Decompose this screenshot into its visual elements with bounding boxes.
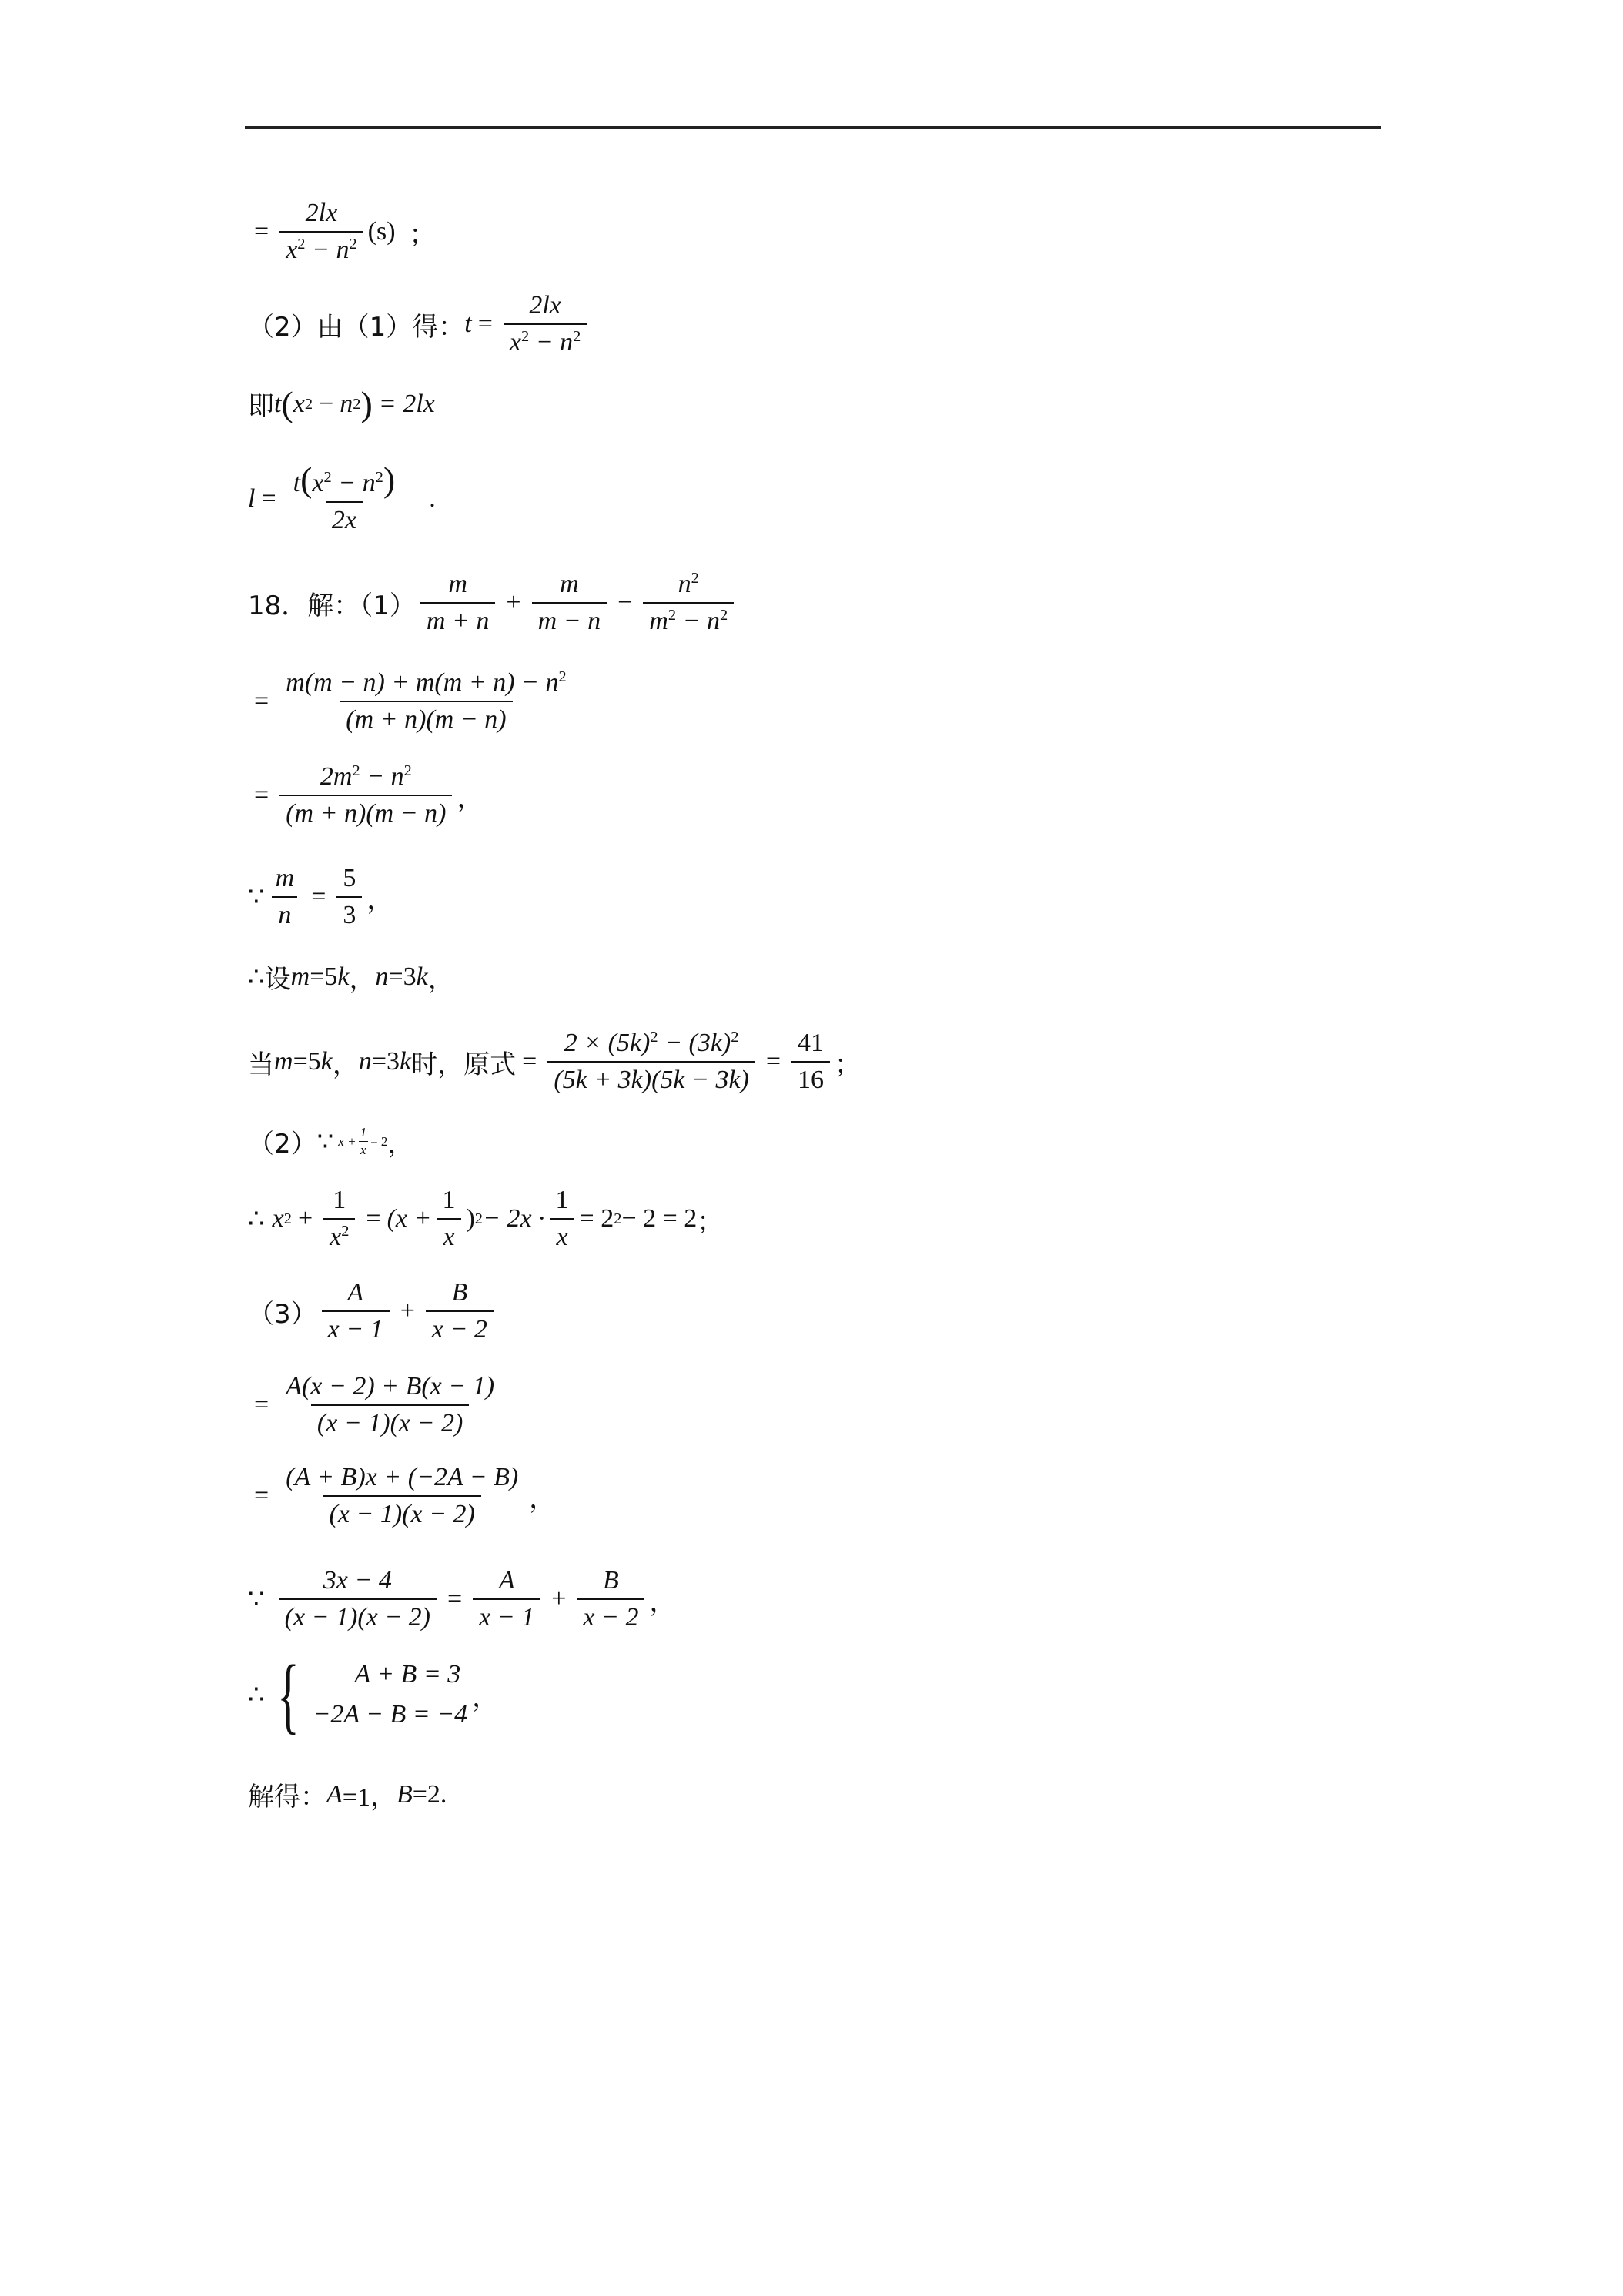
num-term: 2m (320, 762, 353, 791)
fraction (269, 864, 301, 930)
text: 解得： (248, 1782, 326, 1812)
because-symbol: ∵ (248, 883, 265, 912)
expression: = 2 (579, 1204, 614, 1233)
expression: = 2lx (378, 389, 435, 418)
numerator: 41 (798, 1029, 825, 1057)
variable: t (464, 310, 472, 338)
den-term: n (707, 607, 720, 635)
variable: x (293, 389, 305, 418)
expression: x + (338, 1133, 356, 1149)
equation-system (313, 1660, 467, 1729)
numerator: m (560, 570, 579, 598)
expression: ) (466, 1204, 475, 1233)
numerator: 1 (360, 1125, 367, 1140)
line-6: = $\frac{m(m - n) + m(m + n) - n^2}{(m + n)(m - n)}$ (248, 668, 577, 735)
value: =1， (342, 1783, 397, 1812)
step-label: （2）由（1）得： (248, 311, 465, 343)
denominator: x (360, 1143, 366, 1157)
because-symbol: ∵ (248, 1585, 265, 1614)
num-term: n (390, 762, 404, 791)
line-11 (248, 1123, 413, 1160)
denominator: 16 (791, 1061, 830, 1095)
fraction (279, 668, 572, 735)
unit-seconds: (s) (367, 217, 396, 246)
line-8 (248, 864, 393, 930)
den-term: m (649, 607, 668, 635)
equation: −2A − B = −4 (313, 1700, 468, 1729)
variable: k (416, 962, 428, 991)
numerator: $m(m - n) + m(m + n) - n^2$ (286, 668, 567, 697)
fraction (287, 462, 402, 535)
line-9: ∴ 设 m =5 k ， n =3 k ， (248, 958, 454, 996)
denominator: x − 1 (322, 1310, 390, 1344)
fraction (336, 864, 362, 930)
equation: A + B = 3 (354, 1660, 461, 1689)
value: =5 (310, 962, 338, 991)
variable: B (396, 1779, 413, 1809)
numerator: 5 (343, 864, 356, 892)
line-2 (248, 291, 591, 357)
denominator: $x^2 - n^2$ (504, 323, 587, 357)
fraction (791, 1029, 830, 1095)
num-term: m(m − n) + m(m + n) − n (286, 668, 559, 697)
because-symbol: ∵ (316, 1127, 334, 1156)
den-term: x (286, 236, 298, 264)
numerator: 1 (333, 1186, 346, 1214)
denominator: (m + n)(m − n) (340, 701, 512, 735)
punctuation: ； (409, 219, 436, 250)
punctuation: ， (649, 1586, 676, 1618)
fraction (279, 1372, 500, 1438)
punctuation: ； (835, 1049, 862, 1080)
denominator: $x^2$ (323, 1218, 355, 1252)
fraction (420, 570, 496, 636)
num-term: n (362, 469, 376, 497)
variable: t (274, 389, 282, 418)
numerator: m (275, 864, 295, 892)
denominator: 2x (326, 501, 363, 535)
numerator: B (603, 1566, 619, 1595)
fraction (504, 291, 587, 357)
expression: − 2x · (483, 1204, 545, 1233)
fraction (279, 1566, 437, 1632)
denominator: x (550, 1218, 574, 1252)
line-15: = $\frac{(A + B)x + (-2A - B)}{(x - 1)(x - 2)}$ ， (254, 1463, 556, 1528)
den-term: x (330, 1223, 342, 1251)
fraction (473, 1566, 540, 1632)
fraction (279, 1463, 524, 1529)
numerator: A (347, 1278, 364, 1307)
left-brace-icon: { (276, 1648, 300, 1742)
numerator: $2 \times (5k)^2 - (3k)^2$ (564, 1028, 739, 1057)
therefore-symbol: ∴ (248, 962, 265, 992)
numerator: m (448, 570, 467, 598)
line-5: 18．解：（1） $\frac{m}{m + n}$ + $\frac{m}{m - n}$ − $\frac{n^2}{m^2 - n^2}$ (248, 570, 738, 636)
numerator: $2m^2 - n^2$ (320, 761, 412, 791)
expression: (x + (387, 1204, 432, 1233)
variable: m (290, 962, 310, 991)
text: 时，原式 (411, 1049, 517, 1080)
expression: = 2 (370, 1133, 388, 1149)
line-14: = $\frac{A(x - 2) + B(x - 1)}{(x - 1)(x - 2)}$ (248, 1372, 505, 1438)
punctuation: ， (529, 1483, 556, 1514)
line-12: ∴ x 2 + $\frac{1}{x^2}$ = (x + $\frac{1}{x}$ ) 2 − 2x · $\frac{1}{x}$ = 2 2 − 2 = 2 ； (248, 1186, 724, 1251)
numerator: 1 (555, 1186, 569, 1214)
punctuation: ， (366, 884, 393, 915)
denominator: x − 1 (473, 1598, 540, 1632)
numerator: A (498, 1566, 515, 1595)
punctuation: ； (697, 1206, 724, 1237)
text: 当 (248, 1049, 274, 1080)
line-17 (248, 1648, 499, 1742)
num-term: − (3k) (658, 1029, 731, 1057)
numerator: 1 (442, 1186, 456, 1214)
denominator: x − 2 (426, 1310, 494, 1344)
fraction (279, 762, 452, 828)
num-term: 2 × (5k) (564, 1029, 651, 1057)
numerator: (A + B)x + (−2A − B) (286, 1463, 519, 1491)
expression: − 2 = 2 (621, 1204, 698, 1233)
line-1 (248, 199, 436, 265)
separator: ， (349, 964, 376, 995)
variable: x (272, 1204, 284, 1233)
variable: k (337, 962, 350, 991)
num-term: t (293, 469, 301, 497)
numerator: $n^2$ (678, 569, 699, 598)
step-label: （3） (248, 1298, 317, 1330)
variable: n (358, 1047, 372, 1076)
fraction (279, 199, 363, 265)
fraction (550, 1186, 575, 1252)
fraction (577, 1566, 644, 1632)
fraction (547, 1029, 755, 1095)
denominator: (x − 1)(x − 2) (279, 1598, 437, 1632)
variable: l (248, 484, 256, 513)
separator: ， (332, 1049, 359, 1080)
variable: m (274, 1047, 293, 1076)
line-16: ∵ $\frac{3x - 4}{(x - 1)(x - 2)}$ = $\frac{A}{x - 1}$ + $\frac{B}{x - 2}$ ， (248, 1566, 676, 1632)
num-term: x (312, 469, 324, 497)
header-rule (245, 126, 1381, 129)
text: 设 (264, 964, 291, 995)
numerator: A(x − 2) + B(x − 1) (286, 1372, 495, 1401)
numerator: 3x − 4 (323, 1566, 392, 1595)
therefore-symbol: ∴ (248, 1681, 265, 1709)
denominator: m + n (420, 602, 496, 636)
variable: k (400, 1047, 412, 1076)
denominator: (x − 1)(x − 2) (311, 1404, 469, 1438)
numerator: 2lx (529, 291, 561, 320)
punctuation: ， (457, 782, 484, 814)
therefore-symbol: ∴ (248, 1205, 265, 1233)
line-10: 当 m =5 k ， n =3 k 时，原式 = $\frac{2 \times (5k)^2 - (3k)^2}{(5k + 3k)(5k - 3k)}$ = $\frac{41}{16}$ ； (248, 1028, 862, 1094)
fraction (643, 570, 734, 636)
denominator: (5k + 3k)(5k − 3k) (547, 1061, 755, 1095)
line-4 (248, 462, 436, 535)
punctuation: . (429, 484, 436, 513)
line-13: （3） $\frac{A}{x - 1}$ + $\frac{B}{x - 2}$ (248, 1278, 498, 1344)
line-3: 即 t ( x 2 − n 2 ) = 2lx (248, 383, 435, 423)
fraction (323, 1186, 355, 1252)
variable: A (326, 1779, 343, 1809)
punctuation: ， (472, 1682, 499, 1713)
variable: n (340, 389, 353, 418)
numerator: $t(x^2 - n^2)$ (293, 460, 396, 499)
value: =3 (388, 962, 417, 991)
denominator: (x − 1)(x − 2) (323, 1495, 481, 1529)
variable: k (320, 1047, 333, 1076)
step-label: （2） (248, 1129, 317, 1160)
denominator: $x^2 - n^2$ (279, 231, 363, 265)
denominator: $m^2 - n^2$ (643, 602, 734, 636)
fraction (436, 1186, 461, 1252)
numerator: 2lx (305, 199, 338, 227)
equals-sign: = (254, 217, 269, 246)
equals-sign: = (261, 484, 276, 513)
den-term: n (336, 236, 350, 264)
value: =3 (371, 1047, 400, 1076)
fraction (426, 1278, 494, 1344)
denominator: m − n (532, 602, 607, 636)
num-term: n (678, 570, 691, 598)
line-18 (248, 1776, 447, 1813)
denominator: 3 (336, 896, 362, 930)
fraction (532, 570, 607, 636)
punctuation: ， (387, 1129, 414, 1160)
denominator: x − 2 (577, 1598, 644, 1632)
denominator: x (437, 1218, 460, 1252)
variable: n (375, 962, 389, 991)
numerator: B (451, 1278, 468, 1307)
equals-sign: = (311, 882, 326, 911)
den-term: n (560, 328, 574, 356)
denominator: (m + n)(m − n) (279, 795, 452, 828)
value: =2. (412, 1779, 447, 1809)
problem-label: 18．解：（1） (248, 590, 416, 621)
text: 即 (248, 391, 274, 422)
equals-sign: = (477, 310, 493, 338)
value: =5 (293, 1047, 321, 1076)
line-7: = $\frac{2m^2 - n^2}{(m + n)(m - n)}$ ， (254, 761, 484, 828)
denominator: n (272, 896, 297, 930)
den-term: x (509, 328, 521, 356)
fraction (322, 1278, 390, 1344)
